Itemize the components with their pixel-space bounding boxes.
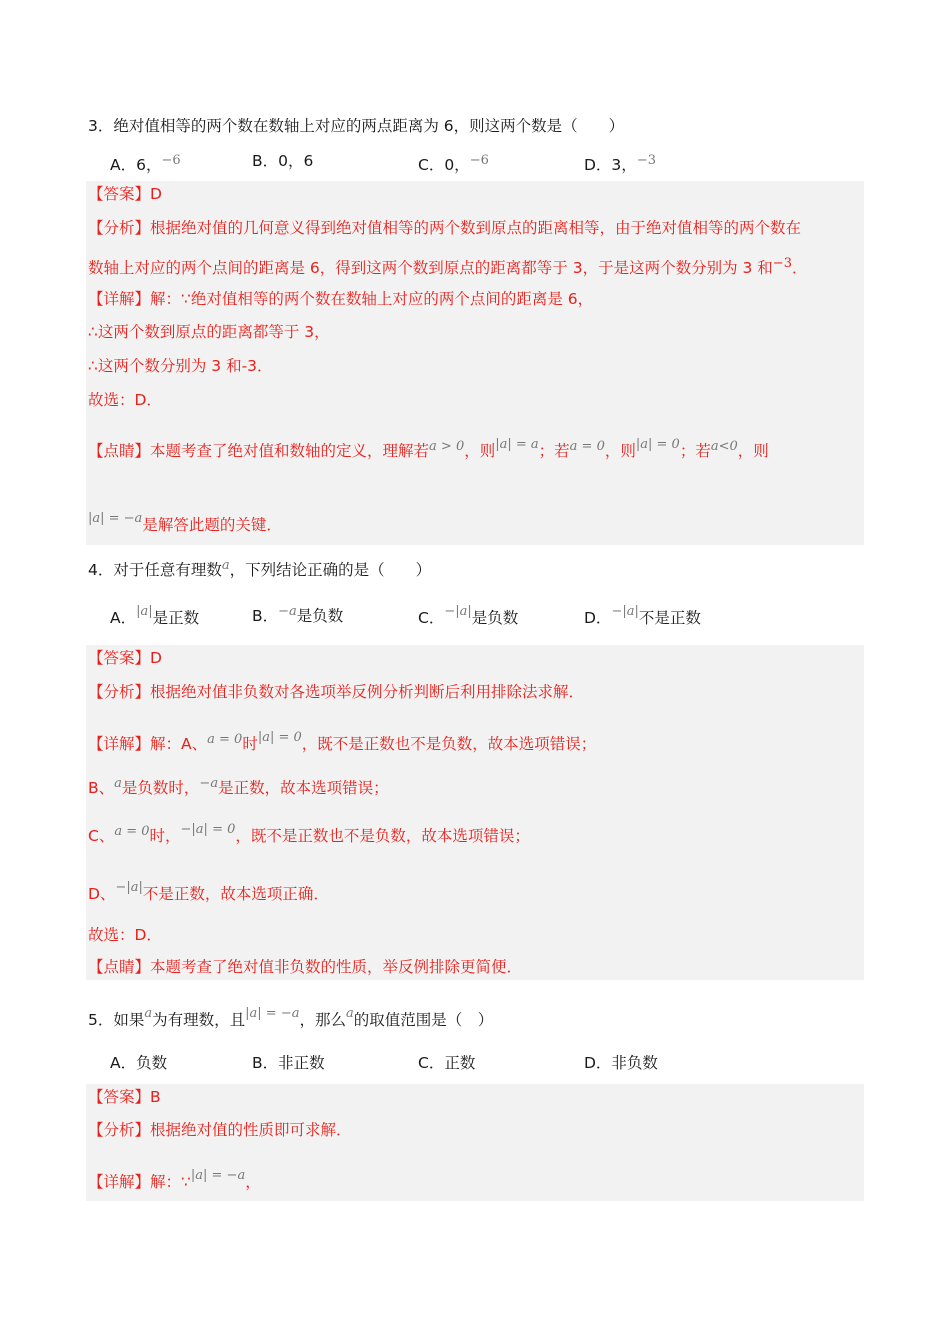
q4-answer-value: D (150, 649, 162, 667)
q3-option-a (110, 150, 181, 176)
q4-point-tag: 【点睛】 (88, 958, 151, 976)
q3-analysis-text-2: 数轴上对应的两个点间的距离是 6，得到这两个数到原点的距离都等于 3，于是这两个数分别为 3 和 (88, 259, 773, 277)
q4-detail-line-4 (88, 877, 329, 905)
q4-detail-3c: ，既不是正数也不是负数，故本选项错误； (235, 827, 530, 845)
q5-stem-text-2: 为有理数，且 (152, 1011, 246, 1029)
q3-analysis-line-2 (88, 253, 807, 279)
q3-option-a-label: A．6， (110, 156, 162, 174)
q4-detail-2-math-2: −a (199, 776, 219, 791)
q3-point-math-5: a<0 (710, 439, 738, 454)
q3-option-c-label: C．0， (418, 156, 470, 174)
q5-stem-math-2: |a| = −a (245, 1006, 300, 1021)
q4-detail-4-math-1: −|a| (115, 880, 143, 895)
question-4-options (0, 601, 950, 627)
q4-detail-4b: 不是正数，故本选项正确． (142, 885, 329, 903)
q3-point-text-6: ，则 (737, 442, 769, 460)
q3-point-math-2: |a| = a (495, 437, 539, 452)
q3-detail-line-3: ∴这两个数分别为 3 和-3． (88, 357, 273, 375)
q4-detail-1-math-2: |a| = 0 (257, 730, 302, 745)
q5-detail (88, 1165, 261, 1193)
q4-analysis (88, 681, 584, 703)
q4-analysis-tag: 【分析】 (88, 683, 151, 701)
q5-analysis-text: 根据绝对值的性质即可求解． (150, 1121, 352, 1139)
q4-option-c-text: 是负数 (471, 609, 519, 627)
q4-detail-tag: 【详解】 (88, 735, 151, 753)
q4-option-a-text: 是正数 (152, 609, 200, 627)
q4-option-c-label: C． (418, 609, 445, 627)
q4-detail-3-math-2: −|a| = 0 (180, 822, 236, 837)
q4-option-b-math: −a (278, 604, 297, 619)
q3-point-math-6: |a| = −a (88, 511, 143, 526)
q4-detail-2b: 是负数时， (121, 779, 200, 797)
q4-option-d-text: 不是正数 (638, 609, 701, 627)
q4-detail-line-2 (88, 773, 389, 799)
q5-answer-value: B (150, 1088, 161, 1106)
q3-answer (88, 183, 162, 205)
q4-point-text: 本题考查了绝对值非负数的性质，举反例排除更简便． (150, 958, 523, 976)
q3-point-text-4: ，则 (604, 442, 636, 460)
q5-option-b: B．非正数 (252, 1054, 325, 1072)
q5-detail-text-2: ， (245, 1173, 261, 1191)
q3-point-text-2: ，则 (464, 442, 496, 460)
q5-analysis-tag: 【分析】 (88, 1121, 151, 1139)
q4-option-a-label: A． (110, 609, 137, 627)
q5-answer (88, 1086, 161, 1108)
q5-stem-text-3: ，那么 (299, 1011, 346, 1029)
q3-option-c-math: −6 (469, 153, 489, 168)
q3-detail-line-2: ∴这两个数到原点的距离都等于 3， (88, 323, 330, 341)
q4-option-b-text: 是负数 (296, 607, 344, 625)
q4-detail-line-3 (88, 819, 530, 847)
q4-option-b-label: B． (252, 607, 279, 625)
q3-option-b (252, 150, 313, 172)
q5-stem-math-3: a (345, 1006, 354, 1021)
q4-point (88, 956, 522, 978)
q3-choice: 故选：D． (88, 391, 162, 409)
q4-option-c (418, 601, 518, 629)
q4-option-d-label: D． (584, 609, 612, 627)
q4-detail-3a: C、 (88, 827, 115, 845)
q4-detail-3-math-1: a = 0 (114, 824, 150, 839)
q3-detail-line-1 (88, 288, 593, 310)
q4-option-d-math: −|a| (611, 604, 639, 619)
question-3-stem: 3．绝对值相等的两个数在数轴上对应的两点距离为 6，则这两个数是（ ） (88, 117, 625, 135)
q3-point-tag: 【点睛】 (88, 442, 151, 460)
q4-choice: 故选：D． (88, 926, 162, 944)
q4-detail-1a: 解：A、 (150, 735, 208, 753)
q3-point-math-3: a = 0 (569, 439, 605, 454)
q3-analysis-text-1: 根据绝对值的几何意义得到绝对值相等的两个数到原点的距离相等，由于绝对值相等的两个数在 (150, 219, 802, 237)
q4-detail-4a: D、 (88, 885, 116, 903)
q4-detail-3b: 时， (149, 827, 181, 845)
question-5-options (0, 1052, 950, 1074)
question-5-stem (88, 1003, 493, 1031)
q3-point-text-7: 是解答此题的关键． (142, 516, 282, 534)
q3-point-line-1 (88, 434, 769, 462)
q4-detail-line-1 (88, 727, 596, 755)
q4-stem-text-1: 4．对于任意有理数 (88, 561, 222, 579)
q4-detail-1b: 时 (242, 735, 258, 753)
question-3-options (0, 150, 950, 172)
q4-stem-text-2: ，下列结论正确的是（ ） (229, 561, 432, 579)
q4-answer-tag: 【答案】 (88, 649, 151, 667)
q4-analysis-text: 根据绝对值非负数对各选项举反例分析判断后利用排除法求解． (150, 683, 585, 701)
q3-answer-value: D (150, 185, 162, 203)
q3-point-math-4: |a| = 0 (635, 437, 680, 452)
question-4-stem (88, 555, 431, 581)
q3-analysis-math: −3 (772, 256, 792, 271)
q3-analysis-line-1 (88, 217, 801, 239)
q3-analysis-tag: 【分析】 (88, 219, 151, 237)
q3-point-text-1: 本题考查了绝对值和数轴的定义，理解若 (150, 442, 430, 460)
q4-option-a-math: |a| (136, 604, 153, 619)
q4-detail-1c: ，既不是正数也不是负数，故本选项错误； (301, 735, 597, 753)
q4-detail-2-math-1: a (114, 776, 122, 791)
q5-detail-tag: 【详解】 (88, 1173, 151, 1191)
q5-stem-math-1: a (144, 1006, 153, 1021)
q3-option-c (418, 150, 489, 176)
q3-option-b-label: B．0，6 (252, 152, 314, 170)
q4-option-d (584, 601, 701, 629)
q5-option-c: C．正数 (418, 1054, 476, 1072)
q4-stem-math: a (221, 558, 230, 573)
q3-point-text-3: ；若 (538, 442, 570, 460)
q5-detail-text-1: 解：∵ (150, 1173, 191, 1191)
q4-option-b (252, 601, 343, 627)
q3-point-text-5: ；若 (679, 442, 711, 460)
q3-answer-tag: 【答案】 (88, 185, 151, 203)
q4-option-a (110, 601, 199, 629)
q3-analysis-end: ． (791, 259, 808, 277)
q3-detail-tag: 【详解】 (88, 290, 151, 308)
q4-detail-2a: B、 (88, 779, 115, 797)
q3-point-line-2 (88, 508, 282, 536)
q3-option-d-math: −3 (636, 153, 656, 168)
q3-option-d-label: D．3， (584, 156, 637, 174)
q4-option-c-math: −|a| (444, 604, 472, 619)
q5-answer-tag: 【答案】 (88, 1088, 151, 1106)
q5-option-d: D．非负数 (584, 1054, 658, 1072)
q3-detail-text-1: 解：∵绝对值相等的两个数在数轴上对应的两个点间的距离是 6， (150, 290, 594, 308)
q3-point-math-1: a > 0 (429, 439, 465, 454)
q5-detail-math: |a| = −a (190, 1168, 246, 1183)
q5-stem-text-1: 5．如果 (88, 1011, 145, 1029)
q5-analysis (88, 1119, 352, 1141)
q5-stem-text-4: 的取值范围是（ ） (353, 1011, 494, 1029)
q3-option-a-math: −6 (161, 153, 181, 168)
q3-option-d (584, 150, 656, 176)
q4-detail-1-math-1: a = 0 (207, 732, 243, 747)
q4-detail-2c: 是正数，故本选项错误； (218, 779, 389, 797)
q4-answer (88, 647, 162, 669)
q5-option-a: A．负数 (110, 1054, 168, 1072)
